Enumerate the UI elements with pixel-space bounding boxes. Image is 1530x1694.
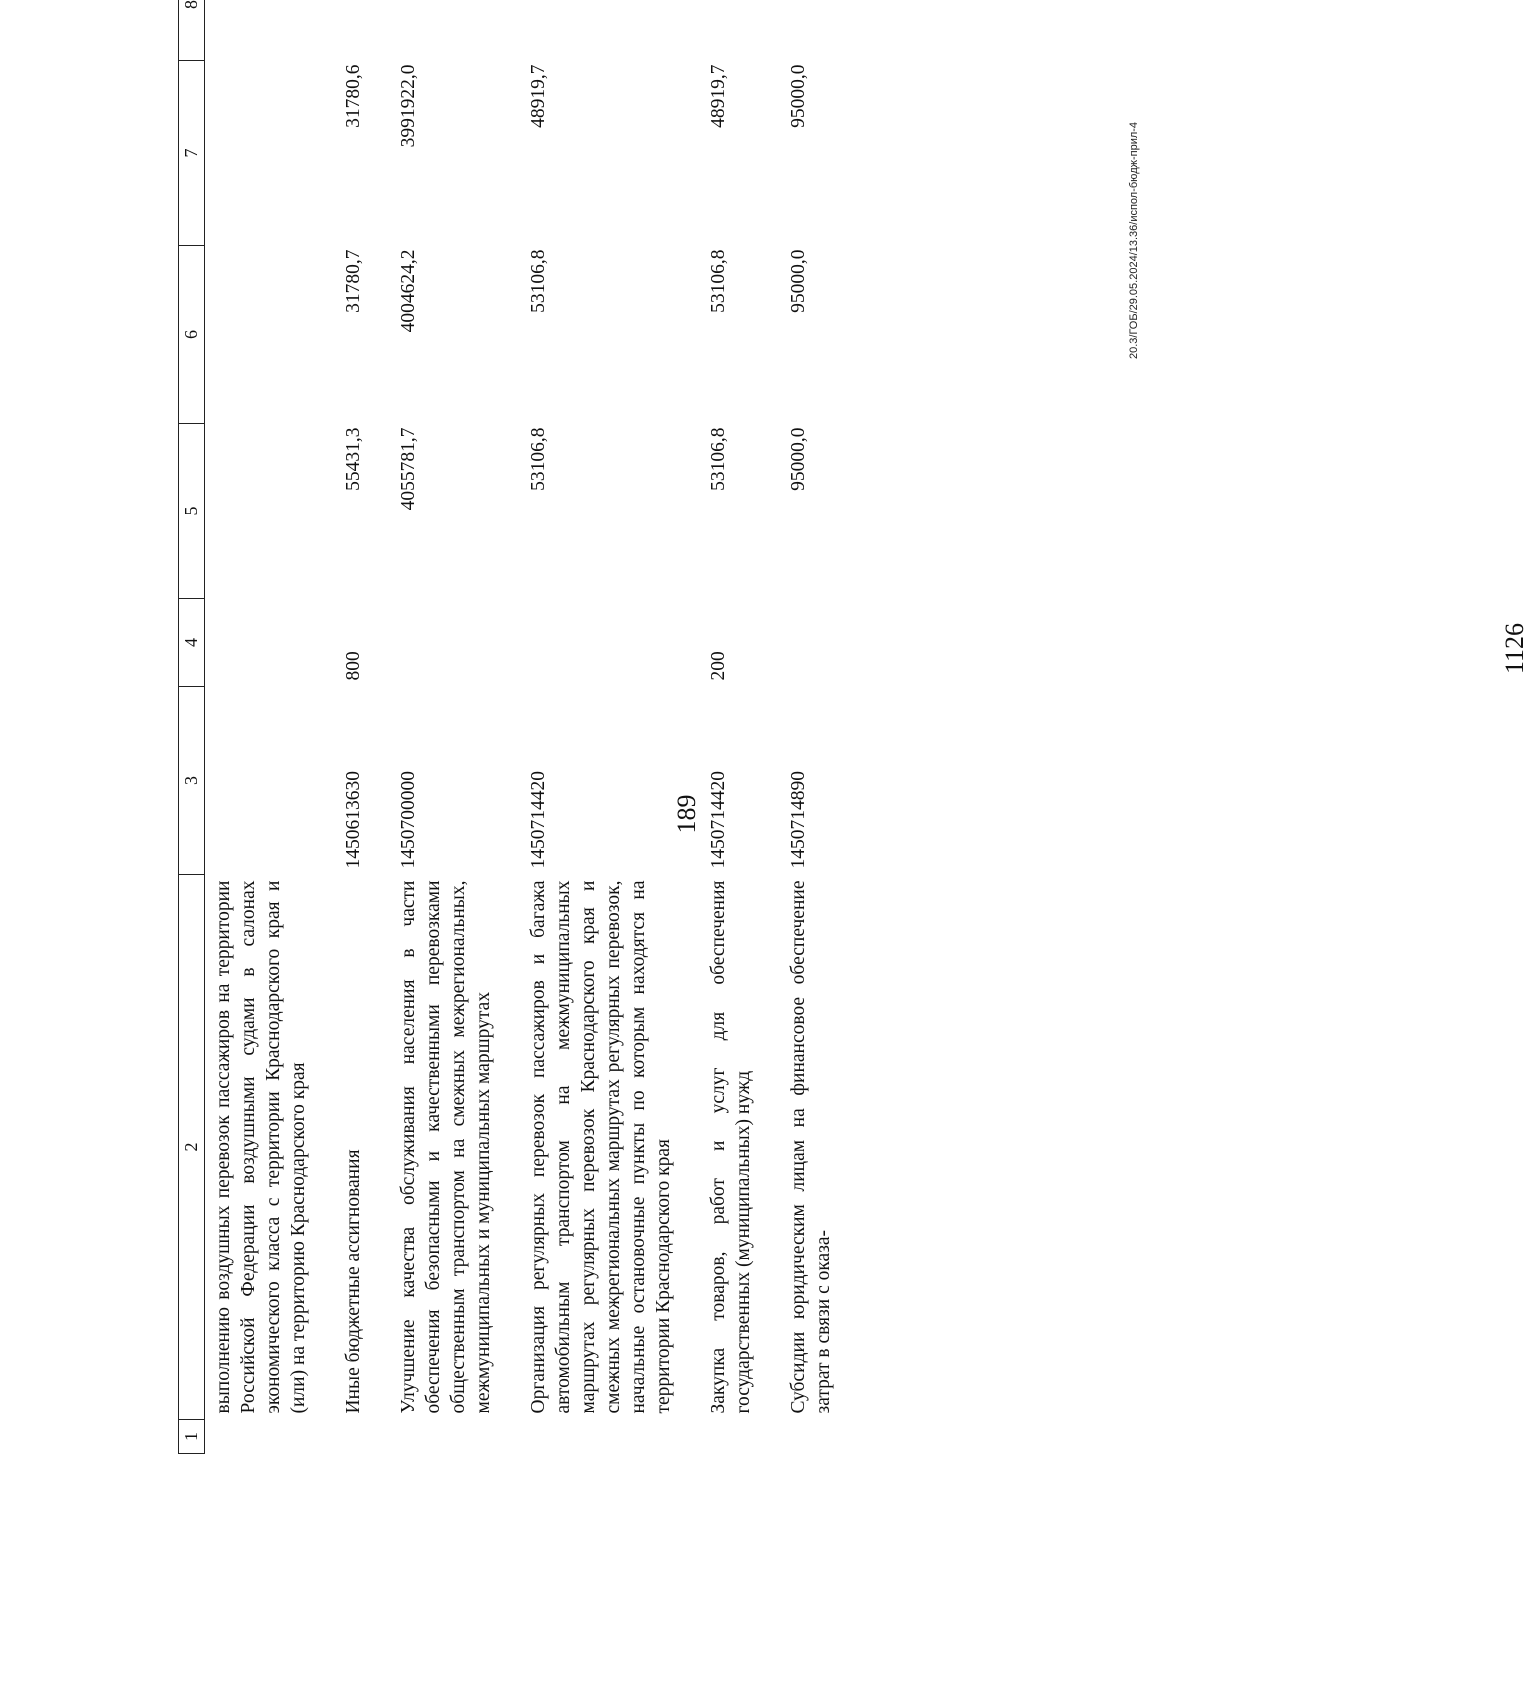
- row-value-8: [524, 0, 704, 61]
- table-row: [524, 0, 704, 1454]
- table-row: [205, 0, 340, 1454]
- column-number-row: [179, 0, 205, 1454]
- row-code: [205, 687, 340, 875]
- document-code: 20.3/ГОБ/29.05.2024/13.36/испол-бюдж-прил-4: [1128, 121, 1140, 359]
- row-name: Закупка товаров, работ и услуг для обеспечения государственных (муниципальных) нужд: [708, 880, 754, 1414]
- row-expense-type: [784, 599, 864, 687]
- row-code: 1450700000: [398, 771, 419, 869]
- row-value-5: 4055781,7: [398, 427, 419, 511]
- row-value-6: 31780,7: [343, 249, 364, 313]
- row-expense-type: [524, 599, 704, 687]
- table-row: [704, 0, 784, 1454]
- column-header: 1: [179, 1420, 205, 1454]
- table-row: [339, 0, 394, 1454]
- column-header: 3: [179, 687, 205, 875]
- row-name: Иные бюджетные ассигнования: [343, 1149, 364, 1414]
- column-header: 7: [179, 61, 205, 246]
- row-expense-type: 200: [708, 651, 729, 681]
- row-name: Улучшение качества обслуживания населения в части обеспечения безопасными и качественными перевозками общественным транспортом на смежных межрегиональных, межмуниципальных и муниципальных маршрутах: [398, 880, 494, 1414]
- column-header: 6: [179, 246, 205, 424]
- row-code: 1450714420: [528, 771, 549, 869]
- row-value-8: [394, 0, 524, 61]
- row-value-6: [205, 246, 340, 424]
- row-value-5: 53106,8: [708, 427, 729, 491]
- row-expense-type: [394, 599, 524, 687]
- row-value-7: 95000,0: [788, 64, 809, 128]
- row-value-6: 4004624,2: [398, 249, 419, 333]
- column-header: 2: [179, 875, 205, 1420]
- row-value-7: 3991922,0: [398, 64, 419, 148]
- table-row: [394, 0, 524, 1454]
- row-value-7: 31780,6: [343, 64, 364, 128]
- row-value-7: [205, 61, 340, 246]
- row-code: 1450613630: [343, 771, 364, 869]
- row-expense-type: 800: [343, 651, 364, 681]
- row-value-5: [205, 424, 340, 599]
- row-name: выполнению воздушных перевозок пассажиров на территории Российской Федерации воздушными судами в салонах экономического класса с территории Краснодарского края и (или) на территорию Краснодарского края: [213, 880, 309, 1414]
- row-value-5: 55431,3: [343, 427, 364, 491]
- row-value-7: 48919,7: [708, 64, 729, 128]
- sheet-number: 1126: [1500, 622, 1529, 674]
- row-value-6: 95000,0: [788, 249, 809, 313]
- column-header: 4: [179, 599, 205, 687]
- row-value-6: 53106,8: [528, 249, 549, 313]
- table-row: [784, 0, 864, 1454]
- page-number: 189: [672, 794, 701, 834]
- row-expense-type: [205, 599, 340, 687]
- row-value-8: [339, 0, 394, 61]
- row-value-8: [205, 0, 340, 61]
- budget-table: [178, 0, 864, 1454]
- column-header: 5: [179, 424, 205, 599]
- row-code: 1450714420: [708, 771, 729, 869]
- row-value-8: [784, 0, 864, 61]
- row-name: Организация регулярных перевозок пассажиров и багажа автомобильным транспортом на межмуниципальных маршрутах регулярных перевозок Краснодарского края и смежных межрегиональных маршрутах регулярных перевозок, начальные остановочные пункты по которым находятся на территории Краснодарского края: [528, 880, 674, 1414]
- row-value-5: 53106,8: [528, 427, 549, 491]
- column-header: 8: [179, 0, 205, 61]
- row-value-7: 48919,7: [528, 64, 549, 128]
- row-value-8: [704, 0, 784, 61]
- row-value-6: 53106,8: [708, 249, 729, 313]
- row-code: 1450714890: [788, 771, 809, 869]
- row-value-5: 95000,0: [788, 427, 809, 491]
- row-name: Субсидии юридическим лицам на финансовое обеспечение затрат в связи с оказа-: [788, 880, 834, 1414]
